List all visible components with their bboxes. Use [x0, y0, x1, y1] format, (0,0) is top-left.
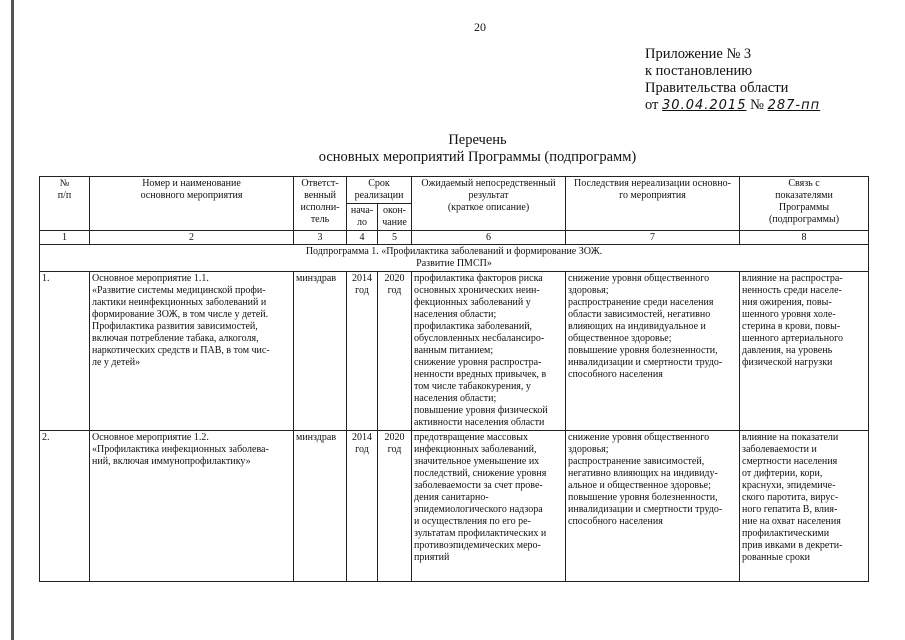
document-title	[0, 132, 905, 166]
cell-text-line: лактики неинфекционных заболеваний и	[92, 297, 267, 308]
cell-text-line: негативно влияющих на индивиду-	[568, 468, 718, 479]
cell-text-line: повышение уровня болезненности,	[568, 492, 718, 503]
row-measure-name	[90, 431, 294, 582]
header-period	[347, 177, 412, 204]
row-end	[378, 272, 412, 431]
column-number: 7	[566, 231, 740, 245]
cell-text-line: повышение уровня болезненности,	[568, 345, 718, 356]
appendix-block	[645, 46, 820, 114]
cell-text-line: инфекционных заболеваний,	[414, 444, 537, 455]
cell-text-line: фекционных заболеваний у	[414, 297, 531, 308]
cell-text-line: от дифтерии, кори,	[742, 468, 823, 479]
cell-text-line: распространение среди населения	[568, 297, 714, 308]
cell-text-line: ло	[357, 217, 367, 228]
cell-text-line: эпидемиологического надзора	[414, 504, 543, 515]
cell-text-line: ненность среди населе-	[742, 285, 842, 296]
cell-text-line: профилактика заболеваний,	[414, 321, 533, 332]
cell-text-line: го мероприятия	[619, 190, 686, 201]
header-start	[347, 204, 378, 231]
handwritten-date: 30.04.2015	[662, 98, 747, 113]
cell-text-line: чание	[382, 217, 407, 228]
cell-text-line: 2020	[384, 432, 405, 443]
cell-text-line: снижение уровня общественного	[568, 432, 710, 443]
cell-text-line: предотвращение массовых	[414, 432, 528, 443]
cell-text-line: нача-	[350, 205, 374, 216]
cell-text-line: приятий	[414, 552, 450, 563]
cell-text-line: ний, включая иммунопрофилактику»	[92, 456, 251, 467]
row-start	[347, 431, 378, 582]
cell-text-line: снижение уровня общественного	[568, 273, 710, 284]
column-number: 3	[294, 231, 347, 245]
page-number: 20	[474, 20, 486, 34]
cell-text-line: ле у детей»	[92, 357, 141, 368]
cell-text-line: профилактическими	[742, 528, 830, 539]
cell-text-line: заболеваемости и	[742, 444, 817, 455]
appendix-line-3: Правительства области	[645, 80, 789, 96]
row-num: 1.	[40, 272, 90, 431]
cell-text-line: дения санитарно-	[414, 492, 489, 503]
cell-text-line: противоэпидемических меро-	[414, 540, 541, 551]
cell-text-line: Последствия нереализации основно-	[574, 178, 731, 189]
cell-text-line: заболеваемости за счет прове-	[414, 480, 543, 491]
column-number: 5	[378, 231, 412, 245]
cell-text-line: зультатам профилактических и	[414, 528, 547, 539]
row-consequences	[566, 431, 740, 582]
appendix-date-line	[645, 97, 820, 114]
cell-text-line: ского паротита, вирус-	[742, 492, 839, 503]
row-executor: минздрав	[294, 431, 347, 582]
column-number: 2	[90, 231, 294, 245]
cell-text-line: реализации	[354, 190, 404, 201]
cell-text-line: инвалидизации и смертности трудо-	[568, 357, 723, 368]
cell-text-line: активности населения области	[414, 417, 545, 428]
cell-text-line: здоровья;	[568, 285, 609, 296]
cell-text-line: последствий, снижение уровня	[414, 468, 547, 479]
title-line-2: основных мероприятий Программы (подпрограмм)	[318, 149, 637, 165]
header-end	[378, 204, 412, 231]
row-expected-result	[412, 272, 566, 431]
header-num	[40, 177, 90, 231]
subprogram-line-2: Развитие ПМСП»	[416, 258, 492, 269]
cell-text-line: значительное уменьшение их	[414, 456, 540, 467]
cell-text-line: смертности населения	[742, 456, 838, 467]
cell-text-line: краснухи, эпидемиче-	[742, 480, 836, 491]
cell-text-line: влияние на распростра-	[742, 273, 843, 284]
row-indicators	[740, 431, 869, 582]
row-expected-result	[412, 431, 566, 582]
cell-text-line: шенного артериального	[742, 333, 843, 344]
cell-text-line: здоровья;	[568, 444, 609, 455]
cell-text-line: год	[387, 285, 402, 296]
cell-text-line: «Развитие системы медицинской профи-	[92, 285, 266, 296]
row-num: 2.	[40, 431, 90, 582]
row-measure-name	[90, 272, 294, 431]
column-number: 6	[412, 231, 566, 245]
cell-text-line: Основное мероприятие 1.1.	[92, 273, 209, 284]
measures-table	[39, 176, 869, 582]
row-end	[378, 431, 412, 582]
cell-text-line: ного гепатита В, влия-	[742, 504, 838, 515]
cell-text-line: показателями	[775, 190, 833, 201]
cell-text-line: ние на охват населения	[742, 516, 841, 527]
cell-text-line: и осуществления по его ре-	[414, 516, 531, 527]
title-line-1: Перечень	[448, 132, 507, 148]
cell-text-line: (подпрограммы)	[768, 214, 840, 225]
appendix-line-2: к постановлению	[645, 63, 753, 79]
cell-text-line: основного мероприятия	[140, 190, 243, 201]
cell-text-line: стерина в крови, повы-	[742, 321, 841, 332]
cell-text-line: Ответст-	[301, 178, 339, 189]
cell-text-line: венный	[304, 190, 336, 201]
cell-text-line: ненности вредных привычек, в	[414, 369, 547, 380]
cell-text-line: результат	[468, 190, 509, 201]
cell-text-line: п/п	[57, 190, 72, 201]
cell-text-line: профилактика факторов риска	[414, 273, 543, 284]
subprogram-title	[40, 245, 869, 272]
column-number: 8	[740, 231, 869, 245]
cell-text-line: ния ожирения, повы-	[742, 297, 832, 308]
row-indicators	[740, 272, 869, 431]
cell-text-line: снижение уровня распростра-	[414, 357, 542, 368]
cell-text-line: включая потребление табака, алкоголя,	[92, 333, 259, 344]
cell-text-line: Номер и наименование	[142, 178, 241, 189]
cell-text-line: №	[59, 178, 70, 189]
cell-text-line: повышение уровня физической	[414, 405, 548, 416]
table-row	[40, 272, 869, 431]
cell-text-line: тель	[310, 214, 330, 225]
cell-text-line: прив ивками в декрети-	[742, 540, 843, 551]
cell-text-line: обусловленных несбалансиро-	[414, 333, 545, 344]
cell-text-line: области зависимостей, негативно	[568, 309, 711, 320]
header-indicators	[740, 177, 869, 231]
cell-text-line: формирование ЗОЖ, в том числе у детей.	[92, 309, 269, 320]
cell-text-line: распространение зависимостей,	[568, 456, 705, 467]
column-number-row	[40, 231, 869, 245]
cell-text-line: год	[355, 285, 369, 296]
subprogram-row	[40, 245, 869, 272]
row-executor: минздрав	[294, 272, 347, 431]
cell-text-line: Профилактика развития зависимостей,	[92, 321, 258, 332]
row-consequences	[566, 272, 740, 431]
cell-text-line: физической нагрузки	[742, 357, 833, 368]
cell-text-line: Основное мероприятие 1.2.	[92, 432, 209, 443]
number-sign: №	[750, 97, 764, 113]
column-number: 1	[40, 231, 90, 245]
cell-text-line: населения области;	[414, 393, 497, 404]
cell-text-line: ванным питанием;	[414, 345, 494, 356]
cell-text-line: рованные сроки	[742, 552, 811, 563]
handwritten-number: 287-пп	[767, 98, 821, 113]
cell-text-line: 2020	[384, 273, 405, 284]
cell-text-line: Связь с	[788, 178, 820, 189]
header-consequences	[566, 177, 740, 231]
cell-text-line: наркотических средств и ПАВ, в том чис-	[92, 345, 270, 356]
cell-text-line: влияющих на индивидуальное и	[568, 321, 706, 332]
row-start	[347, 272, 378, 431]
scan-edge-shadow	[11, 0, 14, 640]
cell-text-line: альное и общественное здоровье;	[568, 480, 711, 491]
cell-text-line: 2014	[352, 432, 372, 443]
cell-text-line: шенного уровня холе-	[742, 309, 836, 320]
header-executor	[294, 177, 347, 231]
cell-text-line: окон-	[382, 205, 407, 216]
date-prefix: от	[645, 97, 659, 113]
cell-text-line: Ожидаемый непосредственный	[421, 178, 556, 189]
header-measure-name	[90, 177, 294, 231]
header-row-1	[40, 177, 869, 204]
appendix-line-1: Приложение № 3	[645, 46, 752, 62]
table-row	[40, 431, 869, 582]
cell-text-line: год	[387, 444, 402, 455]
cell-text-line: Программы	[778, 202, 830, 213]
cell-text-line: общественное здоровье;	[568, 333, 672, 344]
cell-text-line: Срок	[368, 178, 390, 189]
cell-text-line: 2014	[352, 273, 372, 284]
column-number: 4	[347, 231, 378, 245]
cell-text-line: основных хронических неин-	[414, 285, 540, 296]
cell-text-line: год	[355, 444, 369, 455]
cell-text-line: способного населения	[568, 516, 663, 527]
cell-text-line: способного населения	[568, 369, 663, 380]
cell-text-line: давления, на уровень	[742, 345, 833, 356]
header-expected-result	[412, 177, 566, 231]
subprogram-line-1: Подпрограмма 1. «Профилактика заболеваний и формирование ЗОЖ.	[305, 246, 603, 257]
cell-text-line: исполни-	[300, 202, 340, 213]
cell-text-line: (краткое описание)	[447, 202, 530, 213]
cell-text-line: инвалидизации и смертности трудо-	[568, 504, 723, 515]
cell-text-line: влияние на показатели	[742, 432, 839, 443]
cell-text-line: «Профилактика инфекционных заболева-	[92, 444, 269, 455]
cell-text-line: населения области;	[414, 309, 497, 320]
cell-text-line: том числе табакокурения, у	[414, 381, 531, 392]
